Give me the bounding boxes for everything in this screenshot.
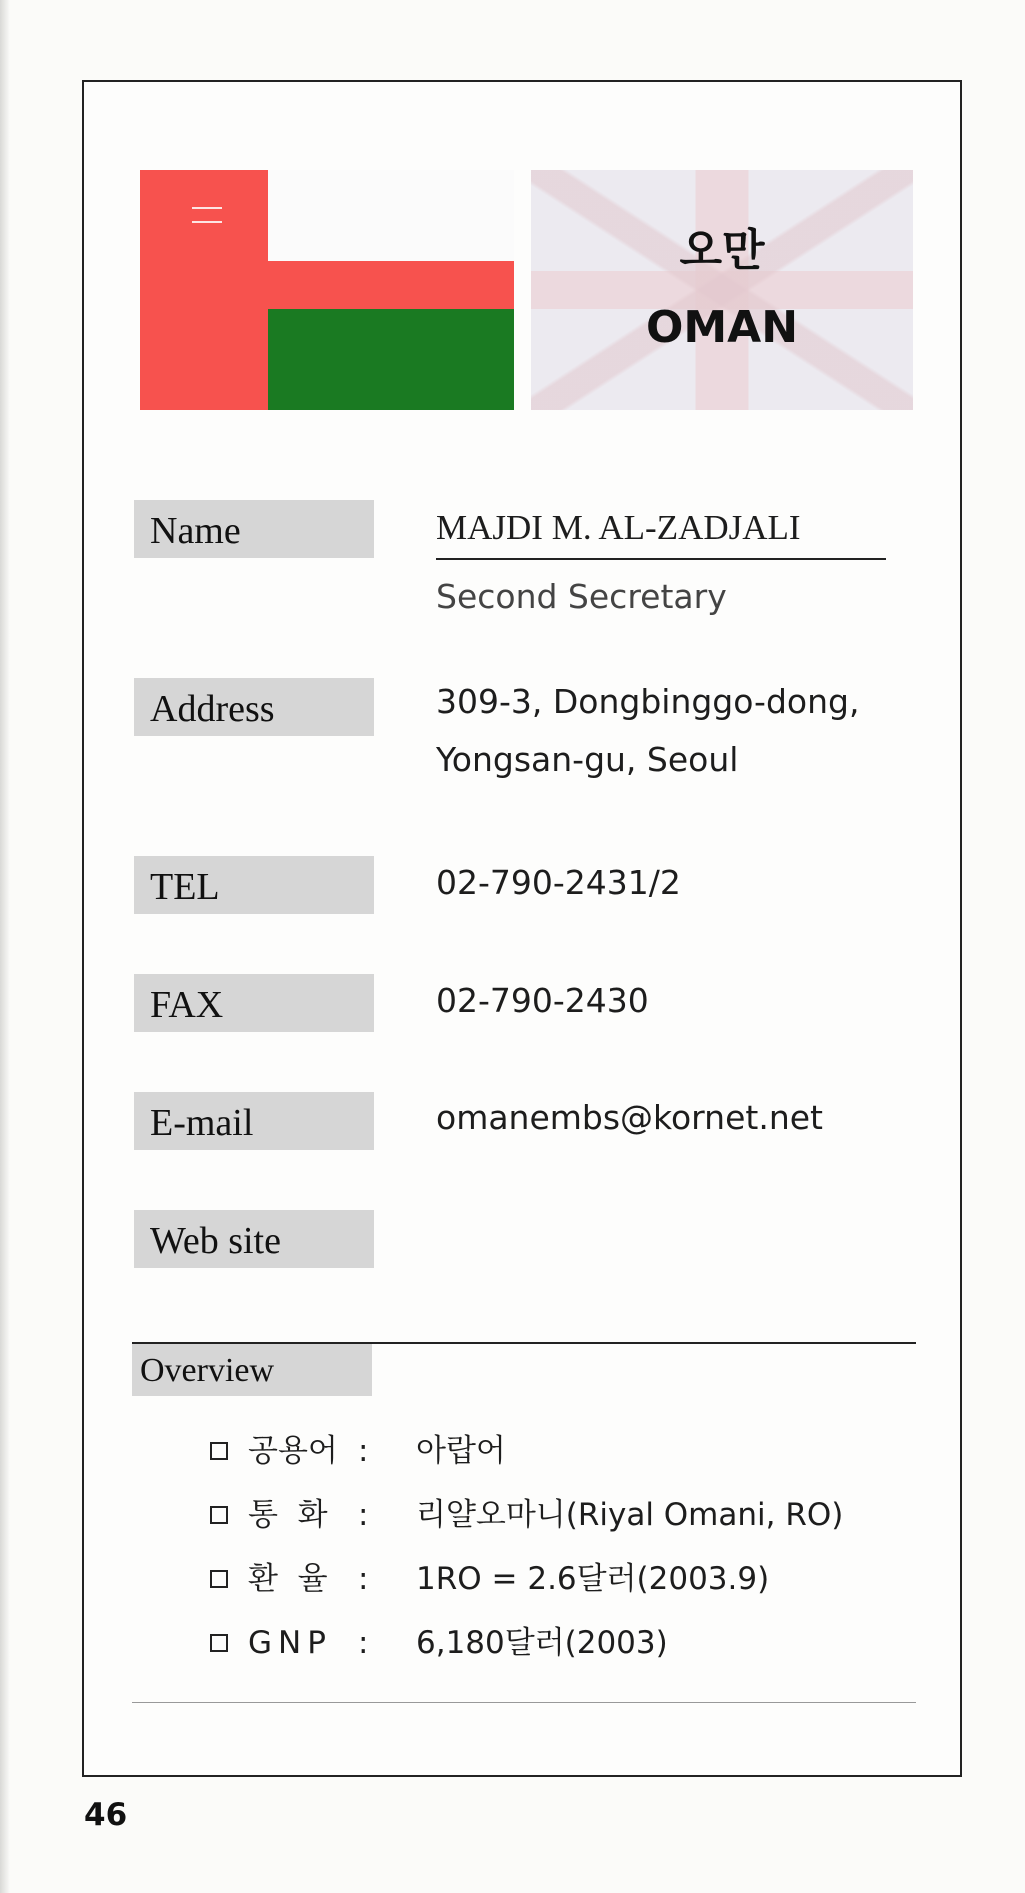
- overview-colon: :: [358, 1625, 369, 1661]
- name-label: Name: [134, 500, 374, 558]
- flag-white-band: [268, 170, 514, 261]
- overview-key: GNP: [248, 1625, 332, 1661]
- flag-emblem-icon: [192, 207, 222, 223]
- flag-red-stripe: [268, 261, 514, 309]
- country-name-korean: 오만: [679, 225, 765, 276]
- fax-value: 02-790-2430: [436, 981, 649, 1020]
- name-underline: [436, 558, 886, 560]
- tel-label: TEL: [134, 856, 374, 914]
- tel-value: 02-790-2431/2: [436, 863, 681, 902]
- flag-green-band: [268, 309, 514, 410]
- overview-value: 리얄오마니(Riyal Omani, RO): [416, 1497, 844, 1533]
- fax-label: FAX: [134, 974, 374, 1032]
- overview-value: 아랍어: [416, 1433, 506, 1469]
- title-value: Second Secretary: [436, 577, 727, 616]
- overview-key: 환 율: [248, 1561, 328, 1597]
- email-label: E-mail: [134, 1092, 374, 1150]
- bottom-divider: [132, 1702, 916, 1703]
- page-number: 46: [84, 1797, 128, 1833]
- page-edge-shadow: [0, 0, 10, 1893]
- checkbox-icon: [210, 1442, 228, 1460]
- overview-colon: :: [358, 1433, 369, 1469]
- checkbox-icon: [210, 1570, 228, 1588]
- overview-key: 공용어: [248, 1433, 338, 1469]
- overview-colon: :: [358, 1497, 369, 1533]
- embassy-card: [82, 80, 962, 1777]
- overview-value: 1RO = 2.6달러(2003.9): [416, 1561, 770, 1597]
- address-line-1: 309-3, Dongbinggo-dong,: [436, 682, 860, 721]
- checkbox-icon: [210, 1634, 228, 1652]
- overview-label: Overview: [132, 1344, 372, 1396]
- overview-key: 통 화: [248, 1497, 328, 1533]
- overview-value: 6,180달러(2003): [416, 1625, 668, 1661]
- country-name-english: OMAN: [645, 302, 799, 353]
- email-value: omanembs@kornet.net: [436, 1098, 823, 1137]
- website-label: Web site: [134, 1210, 374, 1268]
- address-label: Address: [134, 678, 374, 736]
- flag-red-band: [140, 170, 268, 410]
- country-name-panel: [531, 170, 913, 410]
- overview-colon: :: [358, 1561, 369, 1597]
- name-value: MAJDI M. AL-ZADJALI: [436, 508, 801, 547]
- address-line-2: Yongsan-gu, Seoul: [436, 740, 739, 779]
- oman-flag: [140, 170, 514, 410]
- checkbox-icon: [210, 1506, 228, 1524]
